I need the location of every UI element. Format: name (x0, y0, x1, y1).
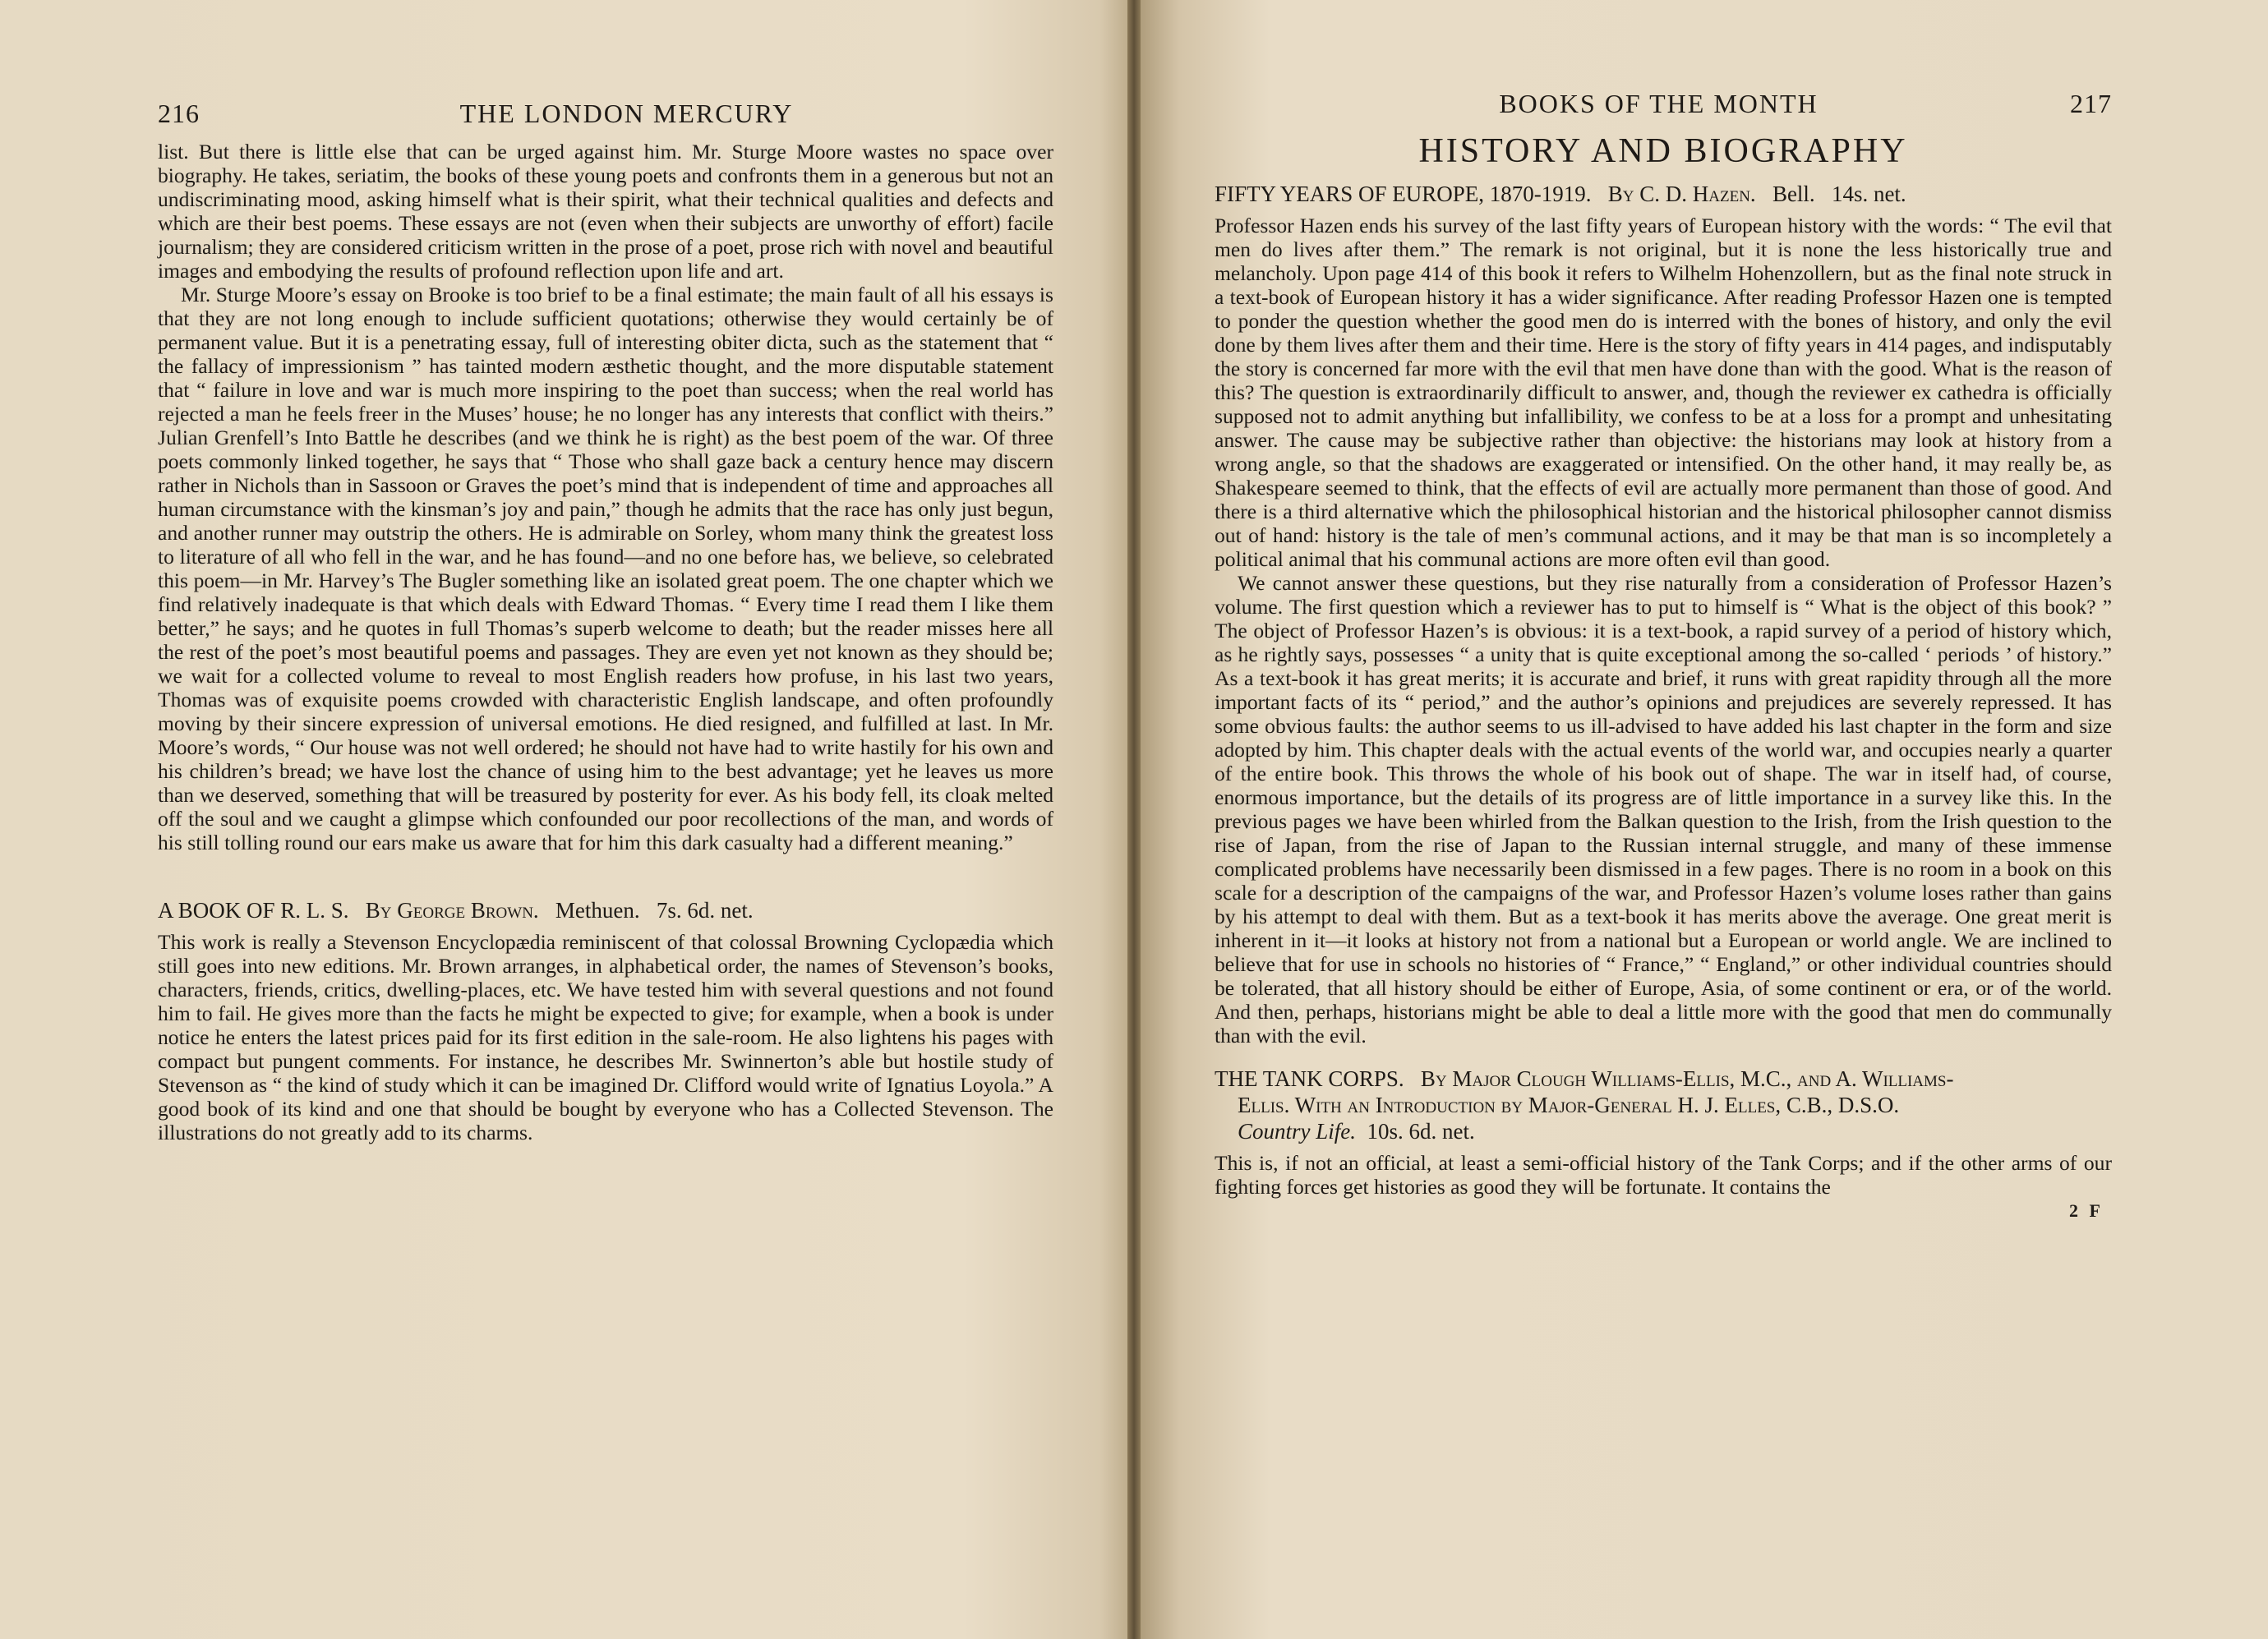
section-title: HISTORY AND BIOGRAPHY (1418, 132, 1908, 170)
right-page-content (1215, 87, 2112, 1222)
review-heading (1215, 181, 2112, 207)
review-body: This work is really a Stevenson Encyclopædia reminiscent of that colossal Browning Cyclopædia which still goes into new editions. Mr. Brown arranges, in alphabetical order, the names of Stevenson’s books, characters, friends, critics, dwelling-places, etc. We have tested him with several questions and not found him to fail. He gives more than the facts he might be expected to give; for example, when a book is under notice he enters the latest prices paid for its first edition in the sale-room. He also lightens his pages with compact but pungent comments. For instance, he describes Mr. Swinnerton’s able but hostile study of Stevenson as “ the kind of study which it can be imagined Dr. Clifford would write of Ignatius Loyola.” A good book of its kind and one that should be bought by everyone who has a Collected Stevenson. The illustrations do not greatly add to its charms. (158, 930, 1053, 1144)
section-running-title: BOOKS OF THE MONTH (1499, 89, 1819, 118)
journal-title: THE LONDON MERCURY (459, 99, 794, 128)
book-title: A BOOK OF R. L. S. (158, 898, 349, 923)
review-body: This is, if not an official, at least a semi-official history of the Tank Corps; and if the other arms of our fighting forces get histories as good they will be fortunate. It contains the (1215, 1151, 2112, 1199)
book-author: By George Brown. (365, 898, 539, 923)
book-price: 10s. 6d. net. (1367, 1119, 1475, 1144)
book-price: 7s. 6d. net. (656, 898, 754, 923)
running-head-right (1215, 87, 2112, 130)
left-page-content (158, 97, 1053, 1144)
paragraph: Professor Hazen ends his survey of the last fifty years of European history with the words: “ The evil that men do lives after them.” The remark is not original, but it is none the less historically true and melancholy. Upon page 414 of this book it refers to Wilhelm Hohenzollern, but as the final note struck in a text-book of European history it has a wider significance. After reading Professor Hazen one is tempted to ponder the question whether the good men do is interred with the bones of history, and only the evil done by them lives after them and their time. Here is the story of fifty years in 414 pages, and indisputably the story is concerned far more with the evil that men have done than with the good. What is the reason of this? The question is extraordinarily difficult to answer, and, though the reviewer ex cathedra is officially supposed not to admit anything but infallibility, we confess to be at a loss for a prompt and unhesitating answer. The cause may be subjective rather than objective: the historians may look at history from a wrong angle, so that the shadows are exaggerated or intensified. On the other hand, it may really be, as Shakespeare seemed to think, that the effects of evil are actually more permanent than those of good. And there is a third alternative which the philosophical historian and the historical philosopher cannot dismiss out of hand: history is the tale of men’s communal actions, and it may be that man is so incompletely a political animal that his communal actions are more often evil than good. (1215, 214, 2112, 571)
book-publisher: Bell. (1772, 182, 1815, 206)
page-number-right: 217 (2070, 89, 2112, 118)
book-title: FIFTY YEARS OF EUROPE, 1870-1919. (1215, 182, 1592, 206)
page-number-left: 216 (158, 99, 200, 128)
paragraph: We cannot answer these questions, but they rise naturally from a consideration of Professor Hazen’s volume. The first question which a reviewer has to put to himself is “ What is the object of this book? ” The object of Professor Hazen’s is obvious: it is a text-book, a rapid survey of a period of history which, as he rightly says, possesses “ a unity that is quite exceptional among the so-called ‘ periods ’ of history.” As a text-book it has great merits; it is accurate and brief, it runs with great rapidity through all the more important facts of its “ period,” and the author’s opinions and prejudices are severely repressed. It has some obvious faults: the author seems to us ill-advised to have added his last chapter in the form and size adopted by him. This chapter deals with the actual events of the world war, and occupies nearly a quarter of the entire book. This throws the whole of his book out of shape. The war in itself had, of course, enormous importance, but the details of its progress are of little importance in a survey like this. In the previous pages we have been whirled from the Balkan question to the Irish, from the Irish question to the rise of Japan, from the rise of Japan to the Russian internal struggle, and many of these immense complicated problems have necessarily been dismissed in a few pages. There is no room in a book on this scale for a description of the campaigns of the war, and Professor Hazen’s volume loses rather than gains by his attempt to deal with them. But as a text-book it has merits above the average. One great merit is inherent in it—it looks at history not from a national but a European or world angle. We are inclined to believe that for use in schools no histories of “ France,” “ England,” or other individual countries should be tolerated, that all history should be either of Europe, Asia, of some continent or era, or of the world. And then, perhaps, historians might be able to deal a little more with the good that men do communally than with the evil. (1215, 571, 2112, 1047)
book-price: 14s. net. (1831, 182, 1906, 206)
book-publisher: Methuen. (555, 898, 640, 923)
book-publisher-line (1215, 1118, 2112, 1144)
running-head-left (158, 97, 1053, 140)
paragraph: list. But there is little else that can be urged against him. Mr. Sturge Moore wastes no space over biography. He takes, seriatim, the books of these young poets and confronts them in a generous but not an undiscriminating mood, asking himself what is their spirit, what their technical qualities and defects and which are their best poems. These essays are not (even when their subjects are unworthy of effort) facile journalism; they are considered criticism written in the prose of a poet, prose rich with novel and beautiful images and embodying the results of profound reflection upon life and art. (158, 140, 1053, 283)
book-title: THE TANK CORPS. (1215, 1066, 1404, 1091)
right-page (1134, 0, 2268, 1639)
paragraph: Mr. Sturge Moore’s essay on Brooke is too brief to be a final estimate; the main fault of all his essays is that they are not long enough to include sufficient quotations; otherwise they would certainly be of permanent value. But it is a penetrating essay, full of interesting obiter dicta, such as the statement that “ the fallacy of impressionism ” has tainted modern æsthetic thought, and the more disputable statement that “ failure in love and war is much more inspiring to the poet than success; when the real world has rejected a man he feels freer in the Muses’ house; he no longer has any interests that conflict with theirs.” Julian Grenfell’s Into Battle he describes (and we think he is right) as the best poem of the war. Of three poets commonly linked together, he says that “ Those who shall gaze back a century hence may discern rather in Nichols than in Sassoon or Graves the poet’s mind that is independent of time and approaches all human circumstance with the kinsman’s joy and pain,” though he admits that the race has only just begun, and another runner may outstrip the others. He is admirable on Sorley, whom many think the greatest loss to literature of all who fell in the war, and he has found—and no one before has, we believe, so celebrated this poem—in Mr. Harvey’s The Bugler something like an isolated great poem. The one chapter which we find relatively inadequate is that which deals with Edward Thomas. “ Every time I read them I like them better,” he says; and he quotes in full Thomas’s superb welcome to death; but the reader misses here all the rest of the poet’s most beautiful poems and passages. They are even yet not known as they should be; we wait for a collected volume to reveal to most English readers how profuse, in his last two years, Thomas was of exquisite poems crowded with characteristic English landscape, and often profoundly moving by their sincere expression of universal emotions. He died resigned, and fulfilled at last. In Mr. Moore’s words, “ Our house was not well ordered; he should not have had to write hastily for his own and his children’s bread; we have lost the chance of using him to the best advantage; yet he leaves us more than we deserved, something that will be treasured by posterity for ever. As his body fell, its cloak melted off the soul and we caught a glimpse which confounded our poor recollections of the man, and words of his still tolling round our ears make us aware that for him this dark casualty had a different meaning.” (158, 283, 1053, 854)
review-heading (158, 897, 1053, 923)
book-publisher: Country Life. (1238, 1119, 1357, 1144)
book-gutter (1127, 0, 1141, 1639)
review-heading (1215, 1066, 2112, 1144)
book-author: By Major Clough Williams-Ellis, M.C., and A. Williams- (1420, 1066, 1954, 1091)
printer-signature: 2 F (2069, 1200, 2104, 1221)
book-author-continued: Ellis. With an Introduction by Major-General H. J. Elles, C.B., D.S.O. (1238, 1093, 1900, 1117)
book-author: By C. D. Hazen. (1607, 182, 1756, 206)
